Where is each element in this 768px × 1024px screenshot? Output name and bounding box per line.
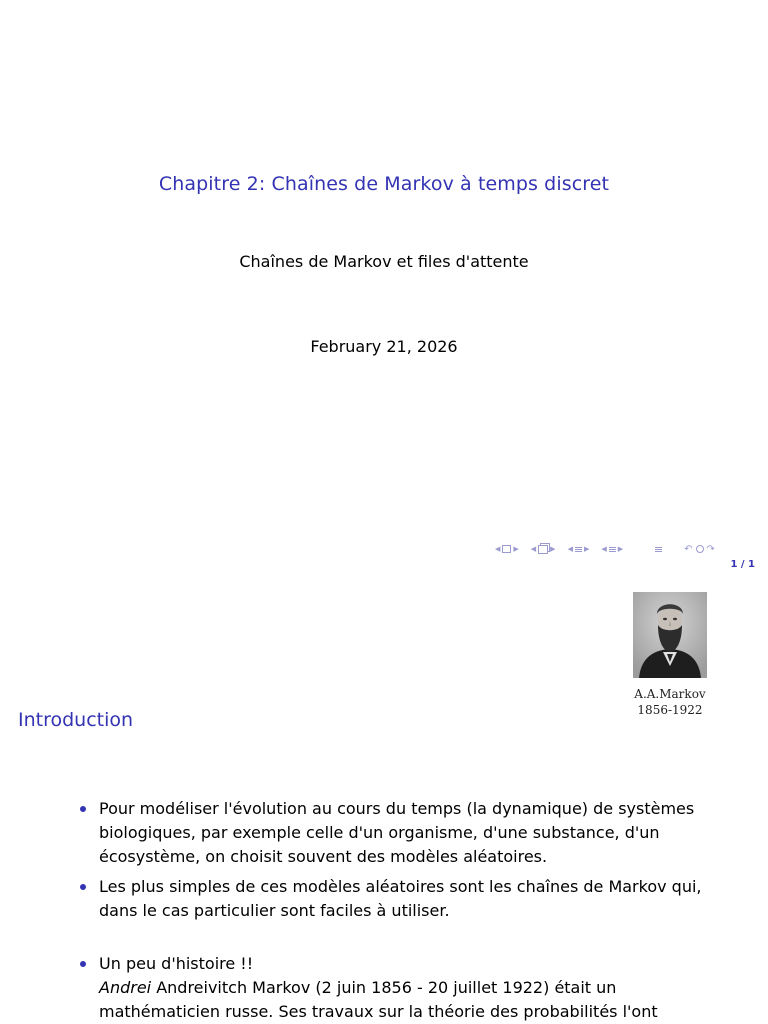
markov-portrait-image	[633, 592, 707, 678]
portrait-caption	[608, 686, 732, 718]
list-item	[77, 952, 727, 1024]
view-controls	[684, 544, 715, 555]
bullet-lead: Un peu d'histoire !!	[99, 954, 254, 973]
back-icon[interactable]: ↶	[684, 543, 693, 555]
toc-icon[interactable]	[655, 547, 662, 552]
caption-name: A.A.Markov	[634, 687, 706, 701]
frame-icon[interactable]	[502, 545, 511, 553]
list-item	[77, 797, 727, 869]
prev-subsection-icon[interactable]: ◀	[601, 545, 607, 553]
slide-title: Chapitre 2: Chaînes de Markov à temps discret	[158, 173, 610, 195]
bullet-icon	[80, 961, 86, 967]
slide-date: February 21, 2026	[310, 337, 458, 356]
bullet-text: Les plus simples de ces modèles aléatoires sont les chaînes de Markov qui, dans le cas particulier sont faciles à utiliser.	[99, 877, 702, 920]
bullet-list	[77, 797, 727, 1024]
slides-icon[interactable]	[538, 545, 548, 554]
toc-nav-group	[655, 547, 662, 552]
slide-nav-group	[529, 545, 558, 554]
bullet-text: Pour modéliser l'évolution au cours du temps (la dynamique) de systèmes biologiques, par exemple celle d'un organisme, d'une substance, d'un écosystème, on choisit souvent des modèles aléatoires.	[99, 799, 695, 866]
next-frame-icon[interactable]: ▶	[513, 545, 519, 553]
section-title: Introduction	[18, 709, 134, 731]
next-section-icon[interactable]: ▶	[583, 545, 590, 553]
portrait-drawing	[633, 592, 707, 678]
forward-icon[interactable]: ↷	[706, 543, 715, 555]
next-subsection-icon[interactable]: ▶	[617, 545, 624, 553]
subsection-icon[interactable]	[609, 547, 616, 552]
subsection-nav-group	[599, 545, 625, 553]
bullet-icon	[80, 806, 86, 812]
search-icon[interactable]	[696, 545, 704, 553]
caption-years: 1856-1922	[637, 703, 703, 717]
section-nav-group	[566, 545, 592, 553]
frame-nav-group	[493, 545, 521, 553]
bullet-italic-name: Andrei	[99, 978, 152, 997]
bullet-text: Andreivitch Markov (2 juin 1856 - 20 juillet 1922) était un mathématicien russe. Ses travaux sur la théorie des probabilités l'ont	[99, 978, 658, 1021]
next-slide-icon[interactable]: ▶	[550, 545, 556, 553]
bullet-icon	[80, 884, 86, 890]
prev-frame-icon[interactable]: ◀	[495, 545, 501, 553]
beamer-navigation-bar	[493, 542, 715, 556]
slide-subtitle: Chaînes de Markov et files d'attente	[239, 252, 529, 271]
prev-slide-icon[interactable]: ◀	[530, 545, 537, 553]
list-item	[77, 875, 727, 923]
page-number: 1 / 1	[730, 559, 755, 570]
prev-section-icon[interactable]: ◀	[567, 545, 573, 553]
section-icon[interactable]	[575, 547, 582, 552]
